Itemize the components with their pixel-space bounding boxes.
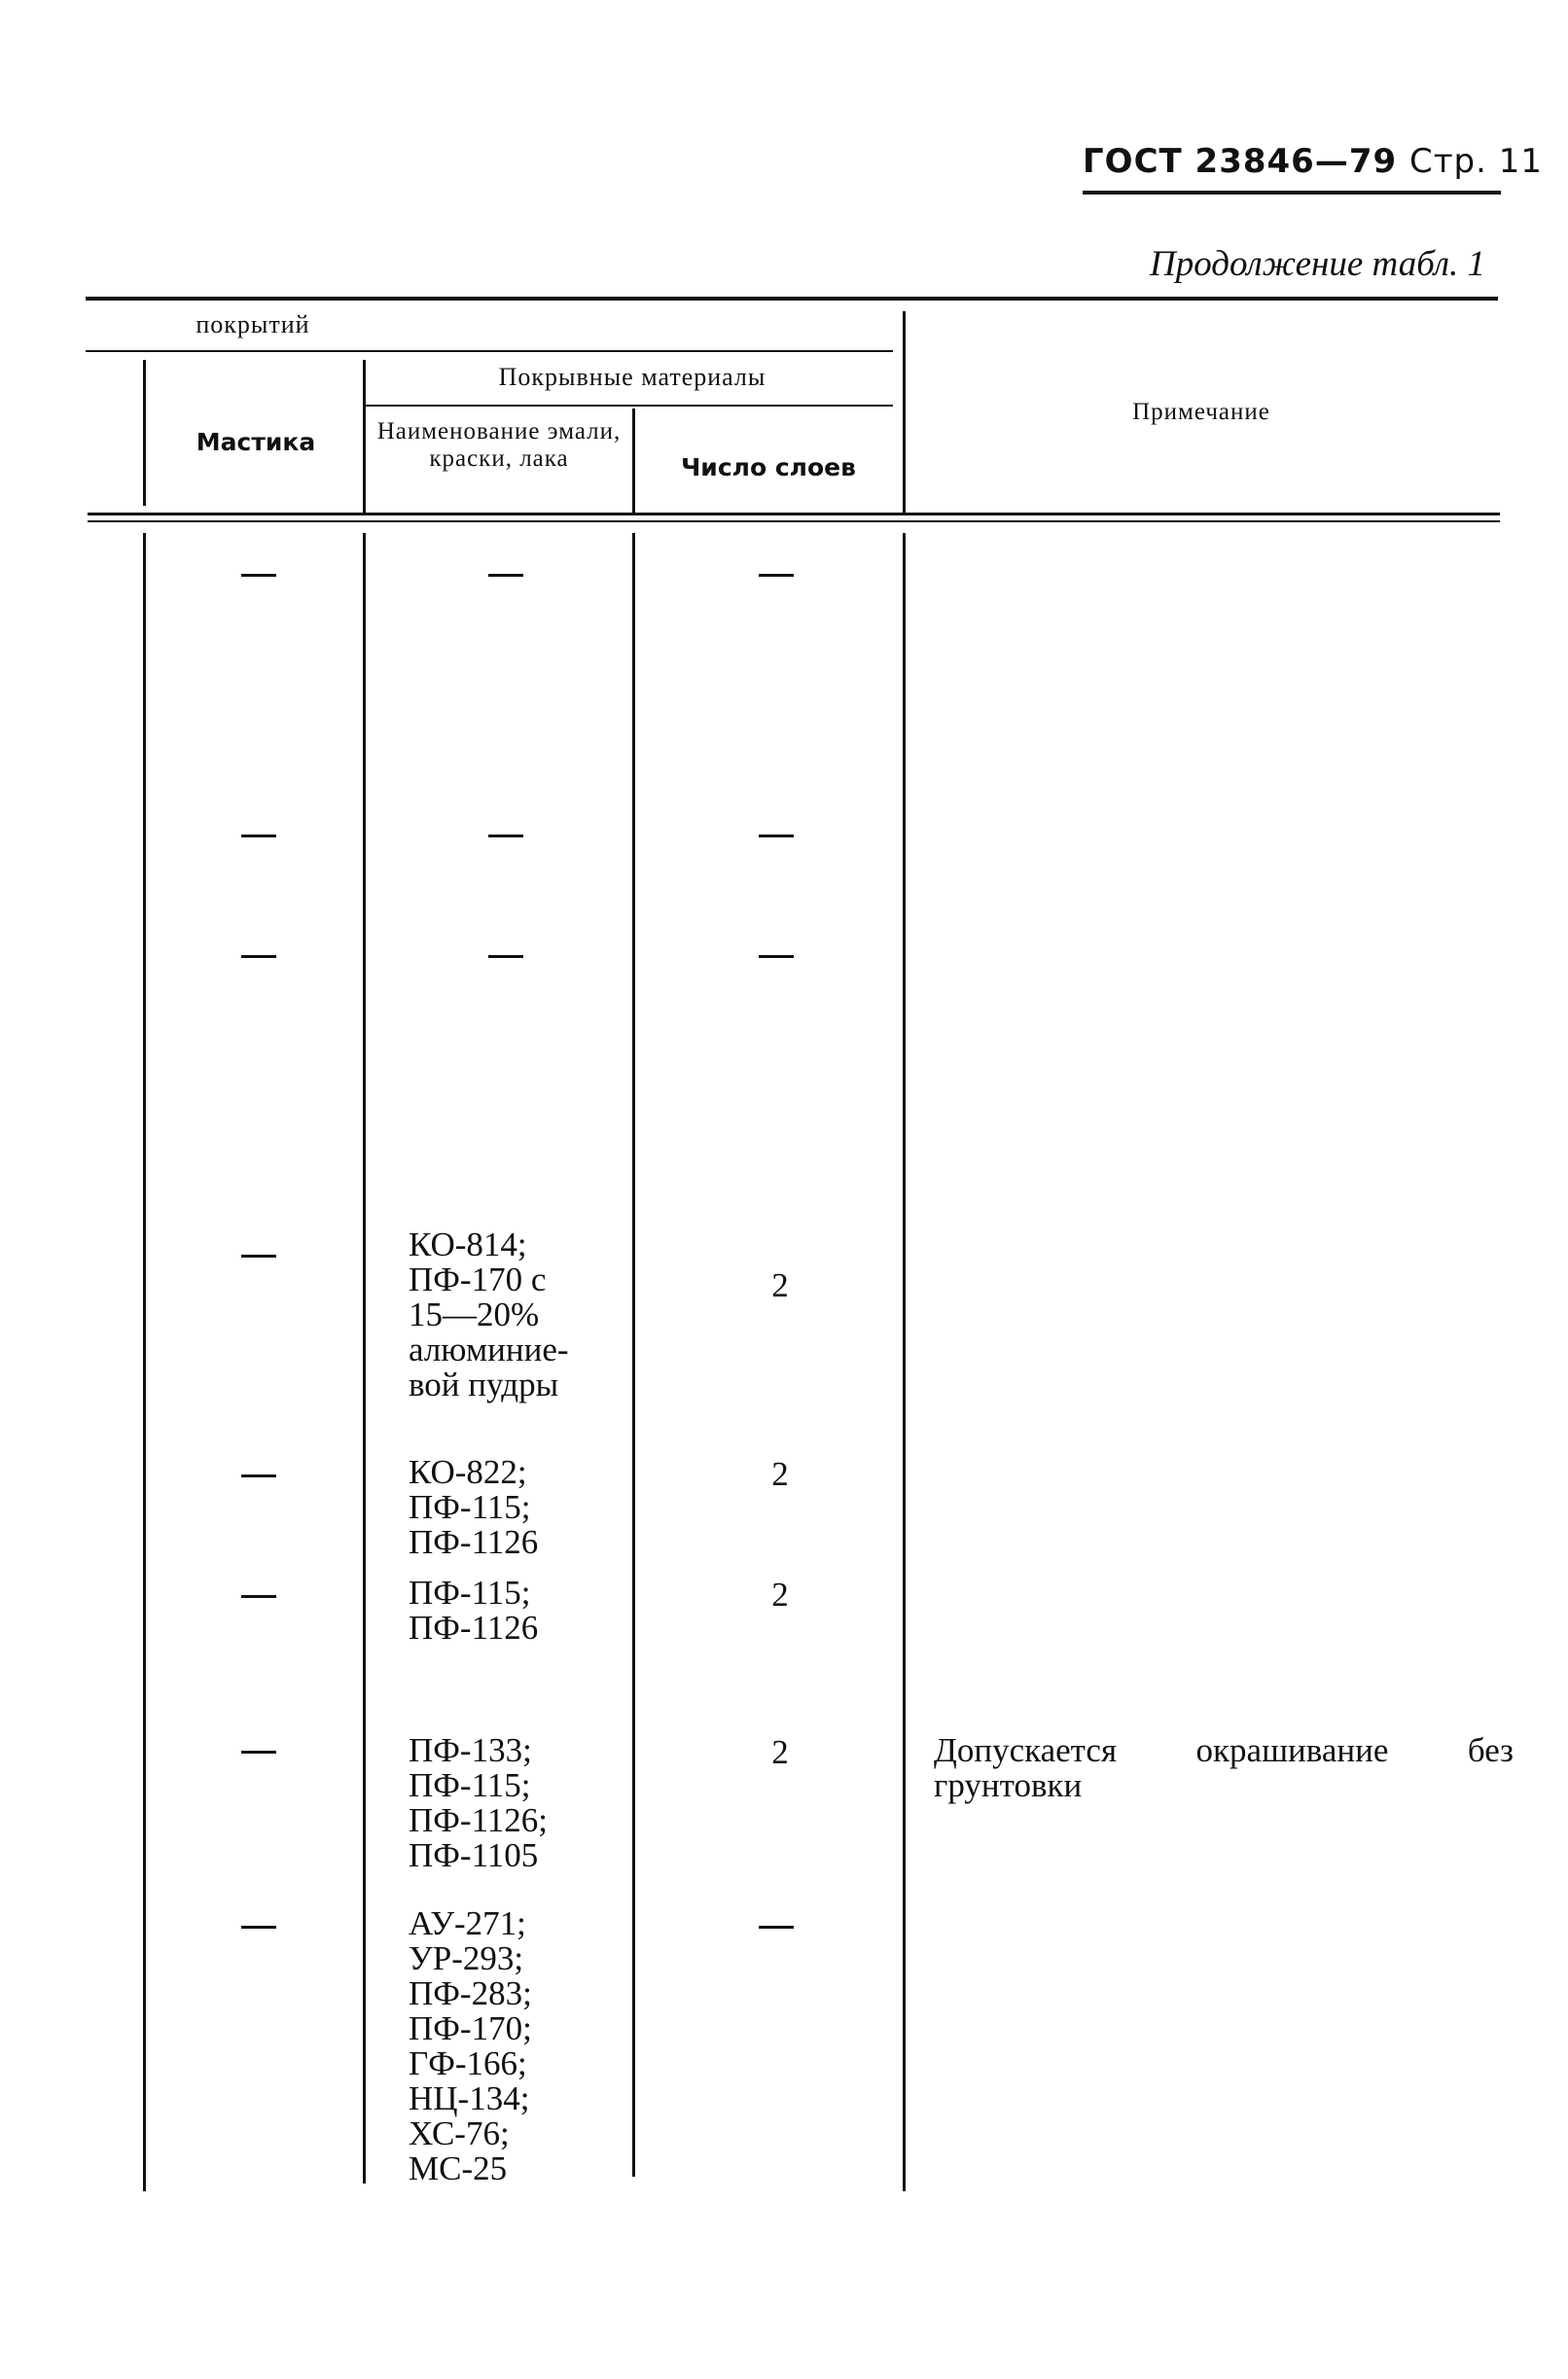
row8-name: АУ-271; УР-293; ПФ-283; ПФ-170; ГФ-166; НЦ-134; ХС-76; МС-25	[409, 1904, 532, 2187]
col-header-layers: Число слоев	[681, 453, 856, 481]
page-header	[1083, 142, 1543, 181]
group-header-coverings: покрытий	[196, 310, 310, 338]
header-vline-3	[632, 408, 635, 513]
row1-name-dash	[488, 574, 523, 577]
group-header-rule	[86, 350, 893, 352]
row3-name-dash	[488, 955, 523, 958]
col-header-covering-materials: Покрывные материалы	[498, 363, 766, 391]
body-vline-1	[143, 533, 146, 2191]
standard-number: ГОСТ 23846—79	[1083, 142, 1398, 181]
row6-mastic-dash	[241, 1595, 276, 1598]
body-vline-2	[363, 533, 366, 2184]
body-vline-4	[903, 533, 906, 2191]
row5-name: КО-822; ПФ-115; ПФ-1126	[409, 1453, 539, 1561]
materials-header-rule	[365, 405, 893, 407]
page-number: Стр. 11	[1409, 142, 1544, 181]
header-bottom-rule-1	[88, 513, 1500, 515]
row5-layers: 2	[771, 1455, 789, 1493]
col-header-name: Наименование эмали, краски, лака	[376, 418, 622, 472]
row1-layers-dash	[759, 574, 794, 577]
row2-name-dash	[488, 834, 523, 837]
row5-mastic-dash	[241, 1474, 276, 1477]
row6-layers: 2	[771, 1576, 789, 1614]
col-header-mastic: Мастика	[196, 428, 316, 456]
row7-note: Допускается окрашивание без грунтовки	[934, 1731, 1514, 1804]
header-rule	[1083, 191, 1501, 195]
row7-layers: 2	[771, 1733, 789, 1771]
row2-mastic-dash	[241, 834, 276, 837]
row7-mastic-dash	[241, 1751, 276, 1754]
body-vline-3	[632, 533, 635, 2177]
row4-layers: 2	[771, 1266, 789, 1304]
row8-layers-dash	[759, 1926, 794, 1929]
row6-name: ПФ-115; ПФ-1126	[409, 1574, 539, 1647]
table-continuation-label: Продолжение табл. 1	[1150, 244, 1486, 284]
row7-name: ПФ-133; ПФ-115; ПФ-1126; ПФ-1105	[409, 1731, 549, 1874]
row3-layers-dash	[759, 955, 794, 958]
col-header-note: Примечание	[1132, 399, 1270, 425]
row4-name: КО-814; ПФ-170 с 15—20% алюминие- вой пудры	[409, 1225, 569, 1403]
row2-layers-dash	[759, 834, 794, 837]
row3-mastic-dash	[241, 955, 276, 958]
row8-mastic-dash	[241, 1926, 276, 1929]
header-vline-4	[903, 311, 906, 513]
row4-mastic-dash	[241, 1255, 276, 1258]
table-top-rule	[86, 297, 1498, 301]
row1-mastic-dash	[241, 574, 276, 577]
header-vline-1	[143, 360, 146, 506]
header-bottom-rule-2	[88, 520, 1500, 522]
